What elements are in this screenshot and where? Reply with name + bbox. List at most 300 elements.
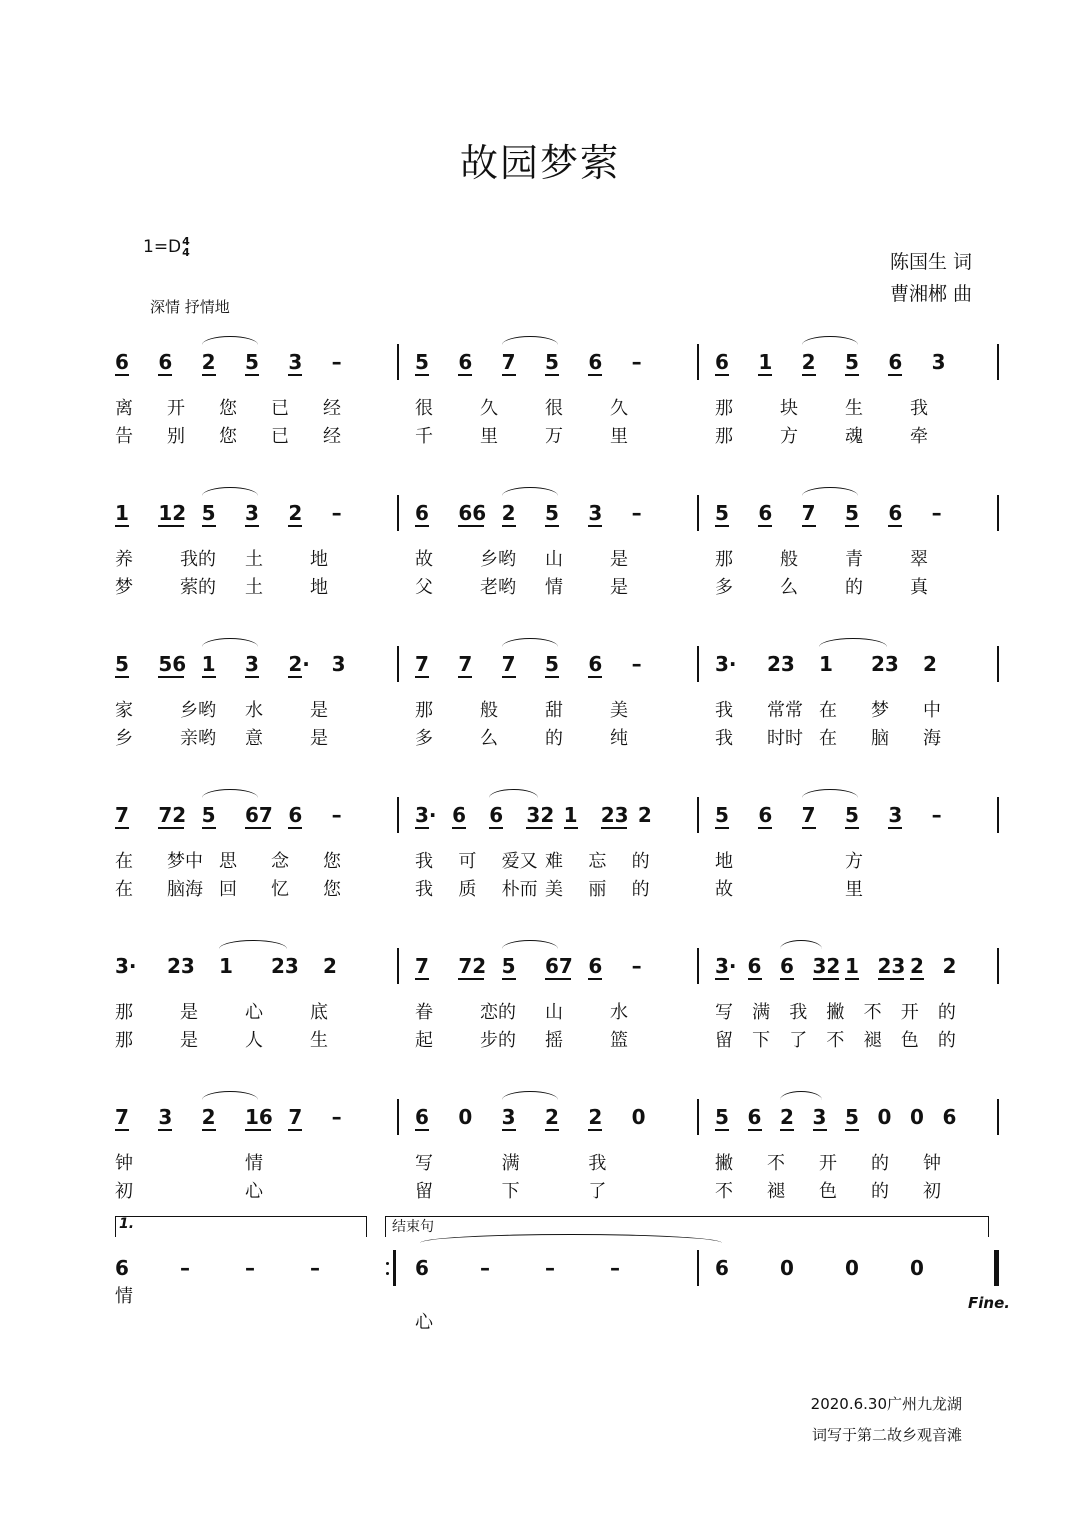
barline — [697, 344, 699, 380]
lyric-syllable: 美 — [545, 879, 563, 900]
slur — [202, 487, 258, 496]
beam-underline — [452, 827, 466, 829]
beam-underline — [245, 676, 259, 678]
note: – — [331, 803, 342, 827]
lyric-syllable: 多 — [415, 728, 433, 749]
note: 6 — [758, 803, 773, 827]
note: 6 — [415, 501, 429, 525]
lyric-syllable: 下 — [501, 1181, 520, 1202]
lyric-syllable: 留 — [715, 1030, 733, 1051]
note: 7 — [115, 803, 129, 827]
lyric-syllable: 我 — [588, 1153, 607, 1174]
lyric-syllable: 脑海 — [167, 879, 203, 900]
lyric-syllable: 丽 — [588, 879, 607, 900]
note: 6 — [588, 954, 603, 978]
note: 5 — [715, 501, 729, 525]
beam-underline — [758, 525, 772, 527]
beam-underline — [545, 1129, 559, 1131]
lyric-syllable: 是 — [610, 549, 628, 570]
note: 6 — [780, 954, 794, 978]
lyric-syllable: 地 — [310, 577, 328, 598]
slur — [202, 336, 258, 345]
lyric-syllable: 水 — [245, 700, 263, 721]
lyric-syllable: 是 — [310, 700, 328, 721]
barline — [997, 1099, 999, 1135]
beam-underline — [502, 525, 516, 527]
lyric-syllable: 初 — [923, 1181, 941, 1202]
lyric-syllable: 纯 — [610, 728, 628, 749]
lyric-syllable: 方 — [845, 851, 863, 872]
song-title: 故园梦萦 — [459, 141, 620, 185]
lyric-syllable: 心 — [245, 1002, 263, 1023]
note: 6 — [115, 350, 129, 374]
lyric-syllable: 思 — [219, 851, 237, 872]
beam-underline — [715, 374, 729, 376]
time-signature — [182, 236, 190, 258]
beam-underline — [802, 374, 816, 376]
lyric-syllable: 乡 — [115, 728, 133, 749]
barline — [997, 948, 999, 984]
slur — [802, 789, 858, 798]
lyric-syllable: 我 — [789, 1002, 808, 1023]
barline — [397, 797, 399, 833]
note: 1 — [115, 501, 129, 525]
slur — [502, 1091, 558, 1100]
lyric-syllable: 起 — [415, 1030, 433, 1051]
lyric-syllable: 我 — [715, 700, 733, 721]
lyric-syllable: 眷 — [415, 1002, 433, 1023]
note: 3· — [715, 954, 737, 978]
volta-label: 1. — [119, 1216, 135, 1232]
beam-underline — [845, 827, 859, 829]
slur — [202, 789, 258, 798]
note: 2 — [780, 1105, 794, 1129]
note: 6 — [158, 350, 173, 374]
slur — [502, 336, 558, 345]
lyric-syllable: 那 — [115, 1002, 133, 1023]
lyric-syllable: 钟 — [115, 1153, 133, 1174]
beam-underline — [158, 827, 184, 829]
lyric-syllable: 地 — [715, 851, 733, 872]
barline — [697, 1250, 699, 1286]
lyric-syllable: 的 — [937, 1030, 956, 1051]
note: 67 — [545, 954, 573, 978]
beam-underline — [245, 827, 271, 829]
note: 6 — [747, 954, 762, 978]
note: 5 — [845, 501, 859, 525]
lyric-syllable: 的 — [871, 1153, 889, 1174]
lyric-syllable: 撇 — [826, 1002, 845, 1023]
lyric-syllable: 故 — [415, 549, 433, 570]
note: 6 — [489, 803, 504, 827]
lyric-syllable: 可 — [458, 851, 477, 872]
barline — [397, 646, 399, 682]
lyric-syllable: 生 — [310, 1030, 328, 1051]
beam-underline — [245, 374, 259, 376]
lyric-syllable: 真 — [910, 577, 928, 598]
beam-underline — [288, 374, 302, 376]
note: 5 — [715, 1105, 729, 1129]
lyric-syllable: 下 — [752, 1030, 771, 1051]
lyric-syllable: 梦 — [115, 577, 133, 598]
lyric-syllable: 朴而 — [501, 879, 538, 900]
beam-underline — [715, 978, 729, 980]
note: 23 — [167, 954, 195, 978]
beam-underline — [588, 978, 602, 980]
lyric-syllable: 我 — [715, 728, 733, 749]
lyric-syllable: 您 — [219, 398, 237, 419]
beam-underline — [245, 1129, 271, 1131]
note: 7 — [288, 1105, 303, 1129]
lyric-syllable: 在 — [115, 879, 133, 900]
beam-underline — [502, 676, 516, 678]
lyric-syllable: 翠 — [910, 549, 928, 570]
barline — [697, 646, 699, 682]
beam-underline — [758, 374, 772, 376]
lyric-syllable: 那 — [715, 549, 733, 570]
lyric-syllable: 已 — [271, 398, 289, 419]
beam-underline — [115, 1129, 129, 1131]
note: 5 — [845, 1105, 859, 1129]
final-barline — [994, 1250, 997, 1286]
barline — [697, 1099, 699, 1135]
lyric-syllable: 色 — [819, 1181, 837, 1202]
note: 2 — [201, 1105, 216, 1129]
lyric-syllable: 亲哟 — [180, 728, 216, 749]
slur — [202, 638, 258, 647]
lyric-syllable: 里 — [610, 426, 628, 447]
note: 3· — [415, 803, 437, 827]
lyric-syllable: 难 — [545, 851, 563, 872]
slur — [819, 638, 887, 647]
beam-underline — [813, 1129, 827, 1131]
lyric-syllable: 海 — [923, 728, 941, 749]
lyric-syllable: 我 — [910, 398, 928, 419]
beam-underline — [502, 978, 516, 980]
note: 6 — [588, 652, 603, 676]
beam-underline — [545, 374, 559, 376]
beam-underline — [158, 374, 172, 376]
lyric-syllable: 在 — [819, 700, 837, 721]
note: 6 — [758, 501, 773, 525]
beam-underline — [202, 676, 216, 678]
note: 6 — [288, 803, 303, 827]
note: 0 — [877, 1105, 892, 1129]
lyricist-credit: 陈国生 词 — [889, 251, 972, 273]
note: 7 — [115, 1105, 129, 1129]
lyric-syllable: 您 — [323, 851, 341, 872]
lyric-syllable: 的 — [937, 1002, 956, 1023]
note: 3 — [588, 501, 603, 525]
composer-credit: 曹湘郴 曲 — [889, 283, 972, 305]
lyric-syllable: 篮 — [610, 1030, 628, 1051]
beam-underline — [415, 374, 429, 376]
note: 3 — [245, 652, 259, 676]
note: 0 — [910, 1256, 924, 1280]
lyric-syllable: 情 — [245, 1153, 263, 1174]
barline — [397, 948, 399, 984]
note: 1 — [563, 803, 578, 827]
note: – — [331, 350, 342, 374]
beam-underline — [845, 525, 859, 527]
lyric-syllable: 地 — [310, 549, 328, 570]
beam-underline — [780, 1129, 794, 1131]
lyric-syllable: 的 — [631, 879, 650, 900]
beam-underline — [813, 978, 839, 980]
lyric-syllable: 美 — [610, 700, 628, 721]
note: 3 — [501, 1105, 516, 1129]
barline — [397, 344, 399, 380]
note: 3 — [888, 803, 903, 827]
lyric-syllable: 告 — [115, 426, 133, 447]
lyric-syllable: 块 — [780, 398, 798, 419]
note: 3 — [158, 1105, 173, 1129]
lyric-syllable: 底 — [310, 1002, 328, 1023]
barline — [697, 797, 699, 833]
lyric-syllable: 钟 — [923, 1153, 941, 1174]
key-text: 1=D — [143, 237, 182, 257]
note: 7 — [501, 652, 516, 676]
beam-underline — [802, 525, 816, 527]
note: 5 — [545, 501, 559, 525]
beam-underline — [202, 1129, 216, 1131]
footer-date-location: 2020.6.30广州九龙湖 — [810, 1395, 962, 1413]
beam-underline — [845, 1129, 859, 1131]
note: 2 — [323, 954, 337, 978]
note: – — [331, 1105, 342, 1129]
lyric-syllable: 我的 — [180, 549, 216, 570]
note: 5 — [845, 803, 859, 827]
beam-underline — [115, 676, 129, 678]
slur — [802, 336, 858, 345]
lyric-syllable: 牵 — [910, 426, 928, 447]
beam-underline — [802, 827, 816, 829]
barline — [997, 344, 999, 380]
lyric-syllable: 初 — [115, 1181, 133, 1202]
beam-underline — [158, 676, 184, 678]
lyric-syllable: 写 — [415, 1153, 433, 1174]
beam-underline — [458, 978, 484, 980]
lyric-syllable: 久 — [610, 398, 628, 419]
beam-underline — [115, 827, 129, 829]
note: 6 — [588, 350, 603, 374]
lyric-syllable: 水 — [610, 1002, 628, 1023]
note: 3 — [331, 652, 346, 676]
beam-underline — [780, 978, 794, 980]
barline — [997, 1250, 999, 1286]
footer-note: 词写于第二故乡观音滩 — [811, 1426, 962, 1444]
lyric-syllable: 里 — [845, 879, 863, 900]
beam-underline — [415, 1129, 429, 1131]
beam-underline — [715, 1129, 729, 1131]
lyric-syllable: 不 — [863, 1002, 882, 1023]
lyric-syllable: 乡哟 — [480, 549, 516, 570]
lyric-syllable: 我 — [415, 851, 433, 872]
beam-underline — [588, 525, 602, 527]
lyric-syllable: 心 — [415, 1312, 433, 1333]
lyric-syllable: 梦 — [871, 700, 889, 721]
note: 3 — [812, 1105, 827, 1129]
note: 3· — [715, 652, 737, 676]
note: 6 — [715, 350, 729, 374]
note: 5 — [845, 350, 859, 374]
note: 23 — [871, 652, 899, 676]
lyric-syllable: 您 — [323, 879, 341, 900]
beam-underline — [878, 978, 904, 980]
note: 5 — [501, 954, 516, 978]
barline — [697, 948, 699, 984]
lyric-syllable: 经 — [323, 426, 341, 447]
lyric-syllable: 多 — [715, 577, 733, 598]
beam-underline — [502, 1129, 516, 1131]
lyric-syllable: 那 — [415, 700, 433, 721]
repeat-barline — [393, 1250, 396, 1286]
barline — [997, 797, 999, 833]
lyric-syllable: 那 — [715, 426, 733, 447]
lyric-syllable: 脑 — [871, 728, 889, 749]
lyric-syllable: 梦中 — [167, 851, 203, 872]
lyric-syllable: 的 — [631, 851, 650, 872]
lyric-syllable: 久 — [480, 398, 498, 419]
beam-underline — [202, 525, 216, 527]
beam-underline — [758, 827, 772, 829]
note: – — [610, 1256, 620, 1280]
note: – — [631, 652, 642, 676]
note: 23 — [767, 652, 795, 676]
note: 66 — [458, 501, 487, 525]
lyric-syllable: 满 — [752, 1002, 771, 1023]
lyric-syllable: 萦的 — [180, 577, 216, 598]
beam-underline — [526, 827, 552, 829]
note: – — [631, 954, 642, 978]
lyric-syllable: 生 — [845, 398, 863, 419]
slur — [202, 1091, 258, 1100]
lyric-syllable: 么 — [480, 728, 498, 749]
lyric-syllable: 魂 — [845, 426, 863, 447]
lyric-syllable: 土 — [245, 549, 263, 570]
beam-underline — [489, 827, 503, 829]
note: 1 — [219, 954, 233, 978]
beam-underline — [158, 1129, 172, 1131]
lyric-syllable: 中 — [923, 700, 941, 721]
beam-underline — [545, 676, 559, 678]
lyric-syllable: 已 — [271, 426, 289, 447]
lyric-syllable: 恋的 — [480, 1002, 516, 1023]
note: 0 — [780, 1256, 794, 1280]
note: 7 — [415, 652, 429, 676]
note: 23 — [600, 803, 629, 827]
note: 1 — [201, 652, 216, 676]
note: 6 — [452, 803, 467, 827]
repeat-dot — [386, 1272, 389, 1275]
slur — [219, 940, 287, 949]
note: 2 — [637, 803, 652, 827]
note: 5 — [545, 350, 559, 374]
barline — [397, 495, 399, 531]
beam-underline — [845, 374, 859, 376]
lyric-syllable: 山 — [545, 1002, 563, 1023]
note: – — [180, 1256, 190, 1280]
note: 7 — [458, 652, 473, 676]
note: 5 — [245, 350, 259, 374]
slur — [502, 487, 558, 496]
slur — [780, 940, 822, 949]
note: 2 — [923, 652, 937, 676]
lyric-syllable: 忘 — [588, 851, 607, 872]
lyric-syllable: 撇 — [715, 1153, 733, 1174]
note: 6 — [415, 1256, 429, 1280]
lyric-syllable: 那 — [115, 1030, 133, 1051]
lyric-syllable: 留 — [415, 1181, 433, 1202]
beam-underline — [588, 374, 602, 376]
lyric-syllable: 褪 — [863, 1030, 882, 1051]
lyric-syllable: 我 — [415, 879, 433, 900]
lyric-syllable: 了 — [588, 1181, 607, 1202]
note: 23 — [877, 954, 906, 978]
note: – — [931, 501, 942, 525]
note: 2· — [288, 652, 310, 676]
lyric-syllable: 别 — [167, 426, 185, 447]
lyric-syllable: 心 — [245, 1181, 263, 1202]
lyric-syllable: 不 — [715, 1181, 733, 1202]
lyric-syllable: 里 — [480, 426, 498, 447]
beam-underline — [458, 374, 472, 376]
note: 5 — [715, 803, 729, 827]
lyric-syllable: 乡哟 — [180, 700, 216, 721]
beam-underline — [715, 827, 729, 829]
beam-underline — [888, 374, 902, 376]
beam-underline — [115, 374, 129, 376]
note: 0 — [631, 1105, 646, 1129]
lyric-syllable: 很 — [545, 398, 563, 419]
note: 6 — [888, 501, 903, 525]
slur — [489, 789, 537, 798]
note: 7 — [415, 954, 429, 978]
note: 3 — [288, 350, 303, 374]
beam-underline — [748, 978, 762, 980]
lyric-syllable: 山 — [545, 549, 563, 570]
note: 5 — [415, 350, 429, 374]
lyric-syllable: 满 — [501, 1153, 520, 1174]
barline — [697, 495, 699, 531]
lyric-syllable: 人 — [245, 1030, 263, 1051]
beam-underline — [888, 827, 902, 829]
beam-underline — [588, 676, 602, 678]
note: – — [631, 350, 642, 374]
lyric-syllable: 摇 — [545, 1030, 563, 1051]
lyric-syllable: 质 — [458, 879, 477, 900]
lyric-syllable: 是 — [310, 728, 328, 749]
note: 6 — [888, 350, 903, 374]
time-den: 4 — [182, 246, 190, 259]
lyric-syllable: 的 — [845, 577, 863, 598]
note: 67 — [245, 803, 273, 827]
note: 7 — [501, 350, 516, 374]
note: 3 — [245, 501, 259, 525]
lyric-syllable: 经 — [323, 398, 341, 419]
lyric-syllable: 时时 — [767, 728, 803, 749]
lyric-syllable: 离 — [115, 398, 133, 419]
note: 72 — [158, 803, 187, 827]
note: 6 — [415, 1105, 429, 1129]
lyric-syllable: 般 — [480, 700, 498, 721]
repeat-dot — [386, 1262, 389, 1265]
lyric-syllable: 回 — [219, 879, 237, 900]
lyric-syllable: 在 — [115, 851, 133, 872]
lyric-syllable: 是 — [610, 577, 628, 598]
lyric-syllable: 了 — [789, 1030, 808, 1051]
note: – — [331, 501, 342, 525]
